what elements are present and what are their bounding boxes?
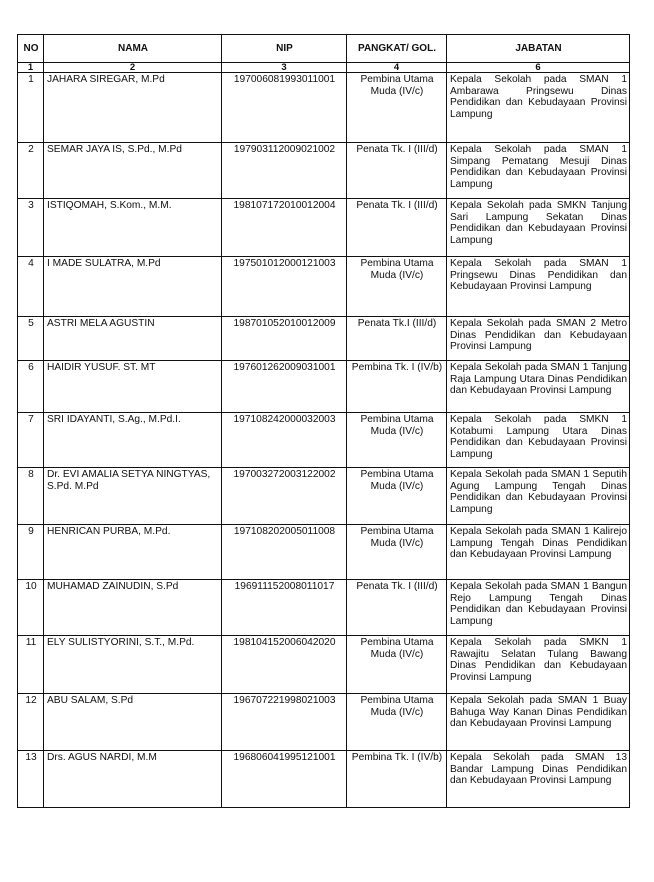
cell-nip: 197108202005011008 <box>222 525 347 580</box>
cell-no: 10 <box>18 580 44 636</box>
table-row <box>18 751 630 808</box>
cell-no: 13 <box>18 751 44 808</box>
cell-pangkat: Pembina Tk. I (IV/b) <box>347 751 447 808</box>
cell-pangkat: Pembina Utama Muda (IV/c) <box>347 257 447 317</box>
cell-jabatan: Kepala Sekolah pada SMAN 1 Ambarawa Pringsewu Dinas Pendidikan dan Kebudayaan Provinsi Lampung <box>447 73 630 143</box>
table-row <box>18 525 630 580</box>
cell-nip: 197003272003122002 <box>222 468 347 525</box>
cell-pangkat: Pembina Tk. I (IV/b) <box>347 361 447 413</box>
cell-pangkat: Pembina Utama Muda (IV/c) <box>347 468 447 525</box>
table-row <box>18 257 630 317</box>
cell-no: 7 <box>18 413 44 468</box>
cell-nama: JAHARA SIREGAR, M.Pd <box>44 73 222 143</box>
cell-pangkat: Pembina Utama Muda (IV/c) <box>347 413 447 468</box>
table-row <box>18 694 630 751</box>
cell-no: 8 <box>18 468 44 525</box>
cell-nama: Dr. EVI AMALIA SETYA NINGTYAS, S.Pd. M.Pd <box>44 468 222 525</box>
officials-table <box>17 34 630 808</box>
cell-pangkat: Penata Tk.I (III/d) <box>347 317 447 361</box>
cell-nama: SEMAR JAYA IS, S.Pd., M.Pd <box>44 143 222 199</box>
cell-nip: 198107172010012004 <box>222 199 347 257</box>
table-row <box>18 636 630 694</box>
table-row <box>18 143 630 199</box>
cell-no: 2 <box>18 143 44 199</box>
header-pangkat: PANGKAT/ GOL. <box>347 35 447 63</box>
cell-pangkat: Penata Tk. I (III/d) <box>347 143 447 199</box>
cell-nip: 197108242000032003 <box>222 413 347 468</box>
cell-no: 11 <box>18 636 44 694</box>
cell-pangkat: Pembina Utama Muda (IV/c) <box>347 525 447 580</box>
cell-nama: ISTIQOMAH, S.Kom., M.M. <box>44 199 222 257</box>
table-row <box>18 580 630 636</box>
cell-nama: SRI IDAYANTI, S.Ag., M.Pd.I. <box>44 413 222 468</box>
cell-pangkat: Penata Tk. I (III/d) <box>347 580 447 636</box>
cell-jabatan: Kepala Sekolah pada SMAN 1 Simpang Pematang Mesuji Dinas Pendidikan dan Kebudayaan Provinsi Lampung <box>447 143 630 199</box>
cell-no: 4 <box>18 257 44 317</box>
cell-nama: ASTRI MELA AGUSTIN <box>44 317 222 361</box>
cell-nama: Drs. AGUS NARDI, M.M <box>44 751 222 808</box>
cell-nama: HAIDIR YUSUF. ST. MT <box>44 361 222 413</box>
cell-nip: 197006081993011001 <box>222 73 347 143</box>
cell-nip: 196911152008011017 <box>222 580 347 636</box>
table-row <box>18 361 630 413</box>
cell-jabatan: Kepala Sekolah pada SMAN 1 Buay Bahuga Way Kanan Dinas Pendidikan dan Kebudayaan Provinsi Lampung <box>447 694 630 751</box>
table-row <box>18 413 630 468</box>
column-number: 2 <box>44 63 222 73</box>
header-nama: NAMA <box>44 35 222 63</box>
column-number: 3 <box>222 63 347 73</box>
table-body <box>18 73 630 808</box>
table-row <box>18 317 630 361</box>
cell-nip: 198104152006042020 <box>222 636 347 694</box>
cell-nip: 197601262009031001 <box>222 361 347 413</box>
cell-jabatan: Kepala Sekolah pada SMKN Tanjung Sari Lampung Sekatan Dinas Pendidikan dan Kebudayaan Provinsi Lampung <box>447 199 630 257</box>
cell-pangkat: Penata Tk. I (III/d) <box>347 199 447 257</box>
cell-nip: 197903112009021002 <box>222 143 347 199</box>
cell-jabatan: Kepala Sekolah pada SMAN 1 Seputih Agung Lampung Tengah Dinas Pendidikan dan Kebudayaan Provinsi Lampung <box>447 468 630 525</box>
table-row <box>18 73 630 143</box>
cell-no: 3 <box>18 199 44 257</box>
cell-no: 1 <box>18 73 44 143</box>
cell-jabatan: Kepala Sekolah pada SMAN 1 Pringsewu Dinas Pendidikan dan Kebudayaan Provinsi Lampung <box>447 257 630 317</box>
table-row <box>18 199 630 257</box>
cell-pangkat: Pembina Utama Muda (IV/c) <box>347 73 447 143</box>
header-nip: NIP <box>222 35 347 63</box>
cell-nama: ABU SALAM, S.Pd <box>44 694 222 751</box>
cell-nama: HENRICAN PURBA, M.Pd. <box>44 525 222 580</box>
cell-pangkat: Pembina Utama Muda (IV/c) <box>347 694 447 751</box>
cell-no: 12 <box>18 694 44 751</box>
cell-no: 5 <box>18 317 44 361</box>
column-number: 1 <box>18 63 44 73</box>
cell-nip: 196707221998021003 <box>222 694 347 751</box>
cell-jabatan: Kepala Sekolah pada SMKN 1 Kotabumi Lampung Utara Dinas Pendidikan dan Kebudayaan Provinsi Lampung <box>447 413 630 468</box>
cell-no: 6 <box>18 361 44 413</box>
cell-jabatan: Kepala Sekolah pada SMKN 1 Rawajitu Selatan Tulang Bawang Dinas Pendidikan dan Kebudayaan Provinsi Lampung <box>447 636 630 694</box>
cell-nama: I MADE SULATRA, M.Pd <box>44 257 222 317</box>
cell-nip: 198701052010012009 <box>222 317 347 361</box>
column-number: 4 <box>347 63 447 73</box>
header-jabatan: JABATAN <box>447 35 630 63</box>
cell-jabatan: Kepala Sekolah pada SMAN 1 Kalirejo Lampung Tengah Dinas Pendidikan dan Kebudayaan Provinsi Lampung <box>447 525 630 580</box>
cell-nip: 197501012000121003 <box>222 257 347 317</box>
cell-nip: 196806041995121001 <box>222 751 347 808</box>
cell-nama: MUHAMAD ZAINUDIN, S.Pd <box>44 580 222 636</box>
header-no: NO <box>18 35 44 63</box>
table-row <box>18 468 630 525</box>
cell-nama: ELY SULISTYORINI, S.T., M.Pd. <box>44 636 222 694</box>
column-number: 6 <box>447 63 630 73</box>
cell-jabatan: Kepala Sekolah pada SMAN 13 Bandar Lampung Dinas Pendidikan dan Kebudayaan Provinsi Lampung <box>447 751 630 808</box>
cell-jabatan: Kepala Sekolah pada SMAN 1 Bangun Rejo Lampung Tengah Dinas Pendidikan dan Kebudayaan Provinsi Lampung <box>447 580 630 636</box>
cell-no: 9 <box>18 525 44 580</box>
cell-pangkat: Pembina Utama Muda (IV/c) <box>347 636 447 694</box>
column-number-row <box>18 63 630 73</box>
cell-jabatan: Kepala Sekolah pada SMAN 1 Tanjung Raja Lampung Utara Dinas Pendidikan dan Kebudayaan Provinsi Lampung <box>447 361 630 413</box>
header-row <box>18 35 630 63</box>
cell-jabatan: Kepala Sekolah pada SMAN 2 Metro Dinas Pendidikan dan Kebudayaan Provinsi Lampung <box>447 317 630 361</box>
